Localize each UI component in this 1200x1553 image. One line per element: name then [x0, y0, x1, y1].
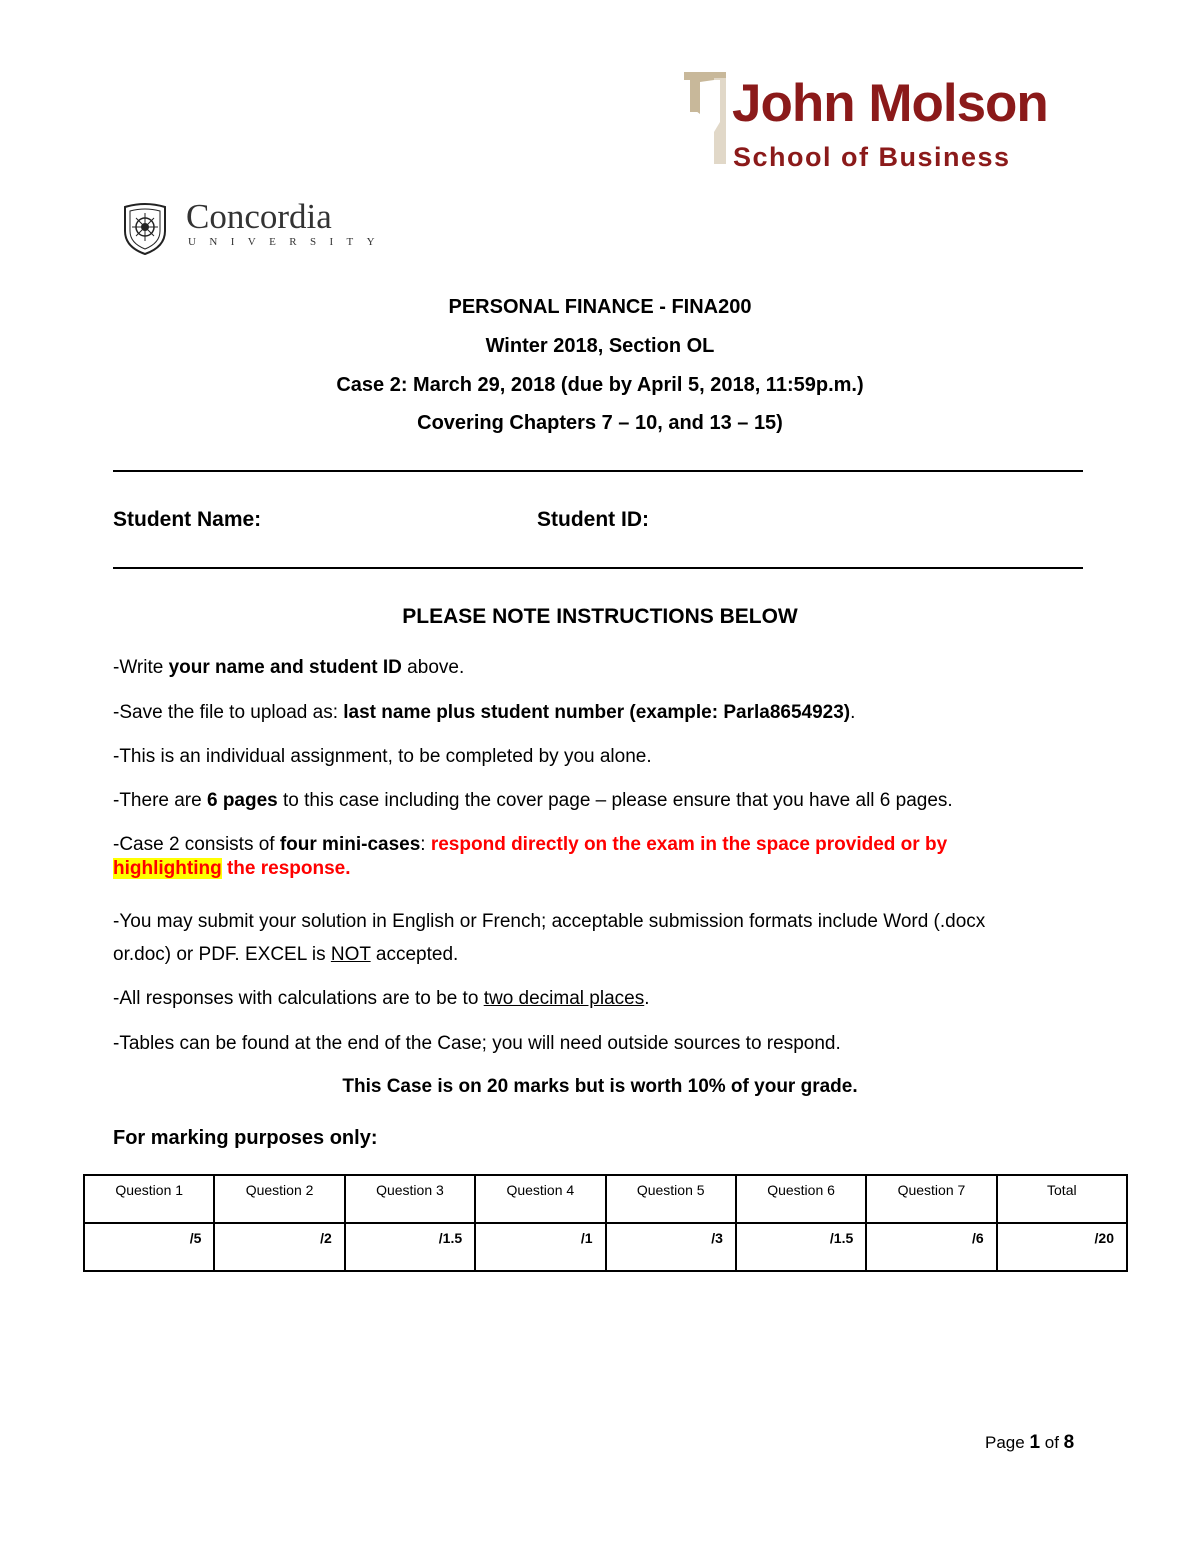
header-question-5: Question 5: [606, 1175, 736, 1223]
marking-purposes-label: For marking purposes only:: [113, 1127, 378, 1149]
concordia-seal-icon: [121, 201, 169, 255]
marks-table-values-row: [84, 1223, 1127, 1271]
concordia-logo-subtitle: UNIVERSITY: [188, 236, 388, 248]
marks-table: [83, 1174, 1128, 1272]
value-question-4[interactable]: /1: [475, 1223, 605, 1271]
divider-top: [113, 470, 1083, 472]
instruction-write-name: -Write your name and student ID above.: [113, 657, 465, 678]
coverage-line: Covering Chapters 7 – 10, and 13 – 15): [417, 412, 783, 434]
instruction-mini-cases: -Case 2 consists of four mini-cases: respond directly on the exam in the space provided or by highlighting the response.: [113, 834, 948, 879]
value-question-5[interactable]: /3: [606, 1223, 736, 1271]
header-question-1: Question 1: [84, 1175, 214, 1223]
header-question-3: Question 3: [345, 1175, 475, 1223]
concordia-logo-name: Concordia: [186, 197, 332, 236]
jmsb-logo-mark: [684, 72, 726, 164]
instruction-formats: -You may submit your solution in English or French; acceptable submission formats include Word (.docx or.doc) or PDF. EXCEL is NOT accepted.: [113, 911, 986, 965]
header-question-7: Question 7: [866, 1175, 996, 1223]
value-question-3[interactable]: /1.5: [345, 1223, 475, 1271]
divider-bottom: [113, 567, 1083, 569]
header-question-2: Question 2: [214, 1175, 344, 1223]
instructions-heading: PLEASE NOTE INSTRUCTIONS BELOW: [402, 605, 798, 628]
course-title: PERSONAL FINANCE - FINA200: [448, 296, 752, 318]
case-line: Case 2: March 29, 2018 (due by April 5, 2018, 11:59p.m.): [336, 374, 864, 396]
value-question-6[interactable]: /1.5: [736, 1223, 866, 1271]
jmsb-logo-subtitle: School of Business: [733, 142, 1011, 172]
instruction-page-count: -There are 6 pages to this case including the cover page – please ensure that you have all 6 pages.: [113, 790, 953, 811]
grade-worth-line: This Case is on 20 marks but is worth 10% of your grade.: [342, 1076, 858, 1097]
term-line: Winter 2018, Section OL: [485, 335, 715, 357]
instruction-tables: -Tables can be found at the end of the Case; you will need outside sources to respond.: [113, 1033, 841, 1054]
value-question-7[interactable]: /6: [866, 1223, 996, 1271]
instruction-decimals: -All responses with calculations are to be to two decimal places.: [113, 988, 650, 1009]
value-question-2[interactable]: /2: [214, 1223, 344, 1271]
header-question-6: Question 6: [736, 1175, 866, 1223]
instruction-individual: -This is an individual assignment, to be completed by you alone.: [113, 746, 652, 767]
student-id-label: Student ID:: [537, 508, 649, 531]
page-number: Page 1 of 8: [985, 1432, 1075, 1453]
jmsb-logo-title: John Molson: [732, 74, 1048, 133]
marks-table-header-row: [84, 1175, 1127, 1223]
value-total[interactable]: /20: [997, 1223, 1127, 1271]
student-name-label: Student Name:: [113, 508, 262, 531]
instruction-save-file: -Save the file to upload as: last name plus student number (example: Parla8654923).: [113, 702, 856, 723]
header-total: Total: [997, 1175, 1127, 1223]
header-question-4: Question 4: [475, 1175, 605, 1223]
value-question-1[interactable]: /5: [84, 1223, 214, 1271]
